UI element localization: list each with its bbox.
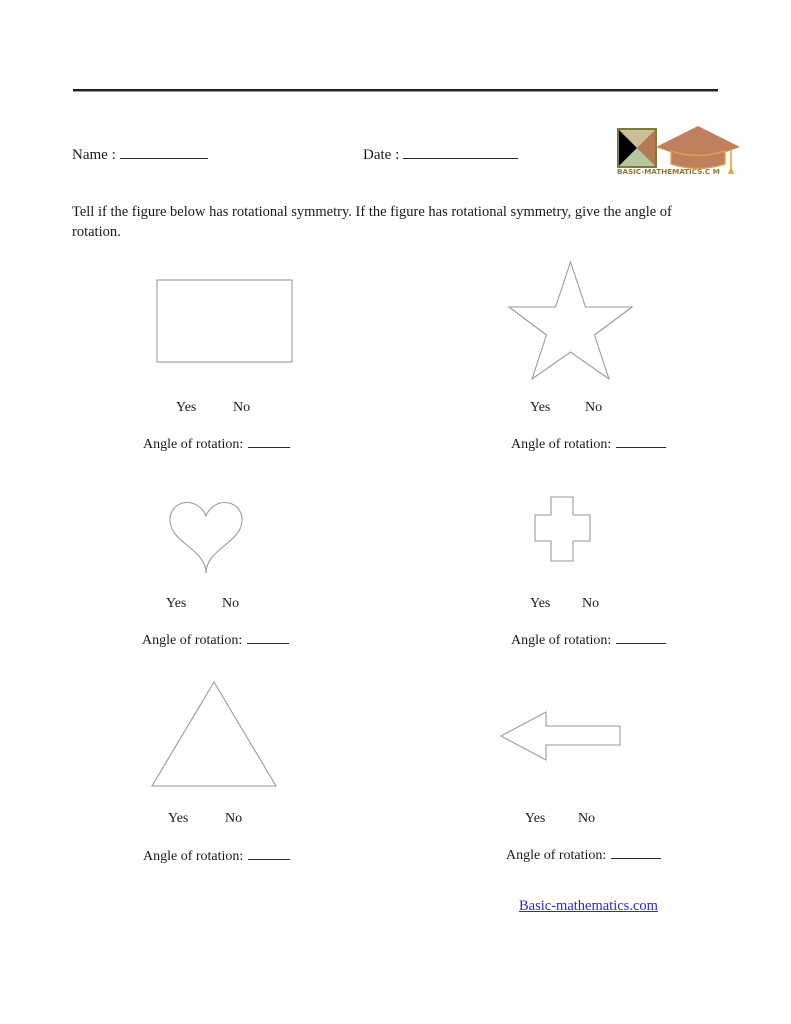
- logo-wordmark: BASIC-MATHEMATICS.C M: [617, 167, 720, 176]
- angle-input-blank-3[interactable]: [247, 631, 289, 644]
- header-divider: [73, 89, 718, 92]
- name-input-blank[interactable]: [120, 145, 208, 159]
- angle-input-blank-6[interactable]: [611, 846, 661, 859]
- no-option-3[interactable]: No: [222, 596, 240, 611]
- date-label: Date :: [363, 147, 400, 163]
- name-label: Name :: [72, 147, 116, 163]
- angle-row-5: [143, 847, 290, 865]
- rectangle-figure: [145, 267, 295, 367]
- name-field: [72, 145, 208, 164]
- angle-label-2: Angle of rotation:: [511, 437, 612, 452]
- left-arrow-figure: [500, 705, 630, 765]
- yes-option-5[interactable]: Yes: [168, 811, 189, 826]
- angle-input-blank-4[interactable]: [616, 631, 666, 644]
- problem-4: [500, 485, 720, 675]
- no-option-2[interactable]: No: [585, 400, 603, 415]
- triangle-figure: [145, 675, 285, 795]
- yes-option-3[interactable]: Yes: [166, 596, 187, 611]
- angle-label-1: Angle of rotation:: [143, 437, 244, 452]
- angle-input-blank-5[interactable]: [248, 847, 290, 860]
- date-field: [363, 145, 518, 164]
- site-logo: [617, 124, 741, 182]
- problem-2: [500, 255, 720, 465]
- date-input-blank[interactable]: [403, 145, 518, 159]
- cross-figure: [530, 493, 600, 573]
- angle-row-1: [143, 435, 290, 453]
- yes-option-6[interactable]: Yes: [525, 811, 546, 826]
- angle-row-2: [511, 435, 666, 453]
- problem-1: [140, 262, 360, 462]
- problem-6: [500, 700, 720, 880]
- problem-5: [140, 672, 360, 872]
- angle-row-3: [142, 631, 289, 649]
- angle-row-6: [506, 846, 661, 864]
- five-pointed-star-figure: [508, 255, 633, 375]
- footer-website-link[interactable]: Basic-mathematics.com: [519, 898, 658, 914]
- logo-square-icon: [617, 128, 657, 168]
- yes-option-4[interactable]: Yes: [530, 596, 551, 611]
- angle-input-blank-2[interactable]: [616, 435, 666, 448]
- yes-option-2[interactable]: Yes: [530, 400, 551, 415]
- instructions-text: Tell if the figure below has rotational symmetry. If the figure has rotational symmetry, give the angle of rotation.: [72, 204, 672, 240]
- angle-label-3: Angle of rotation:: [142, 633, 243, 648]
- angle-row-4: [511, 631, 666, 649]
- yes-option-1[interactable]: Yes: [176, 400, 197, 415]
- problem-3: [140, 485, 360, 675]
- angle-label-4: Angle of rotation:: [511, 633, 612, 648]
- no-option-4[interactable]: No: [582, 596, 600, 611]
- no-option-1[interactable]: No: [233, 400, 251, 415]
- no-option-6[interactable]: No: [578, 811, 596, 826]
- angle-label-6: Angle of rotation:: [506, 848, 607, 863]
- no-option-5[interactable]: No: [225, 811, 243, 826]
- angle-input-blank-1[interactable]: [248, 435, 290, 448]
- angle-label-5: Angle of rotation:: [143, 849, 244, 864]
- heart-figure: [166, 499, 246, 579]
